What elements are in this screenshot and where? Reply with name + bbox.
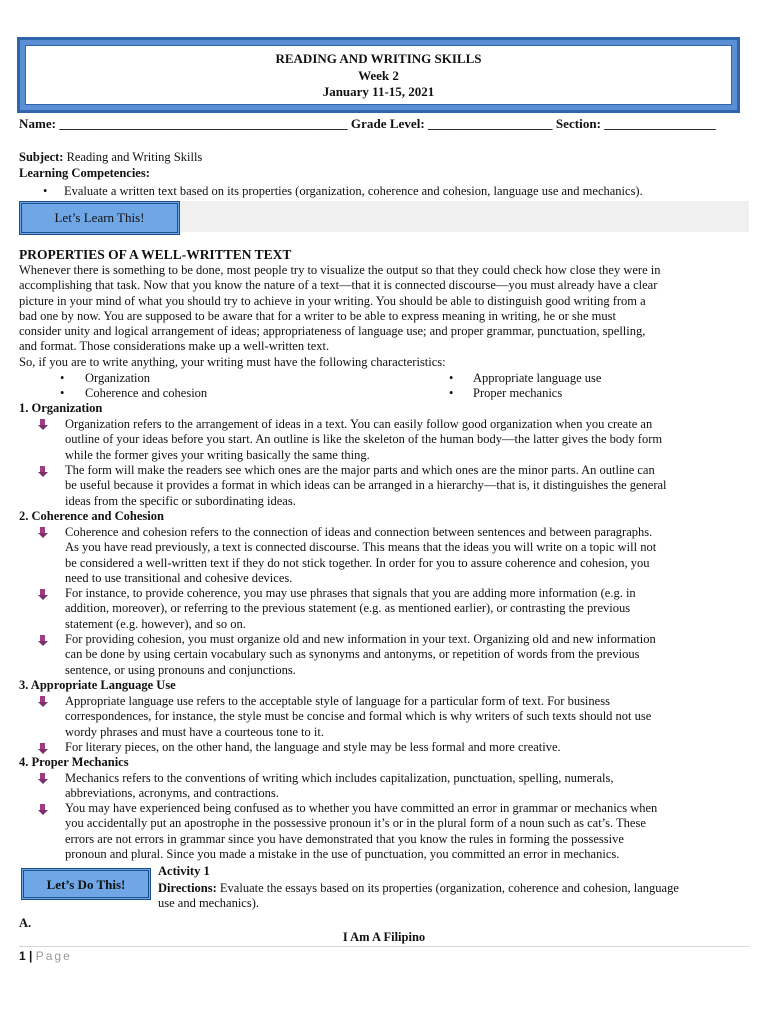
paragraph-line: statement (e.g. however), and so on. xyxy=(65,616,246,631)
paragraph-line: be considered a well-written text if they do not stick together. In order for you to assure coherence and cohesion, you xyxy=(65,555,650,570)
intro-line: and format. Those considerations make up a well-written text. xyxy=(19,339,330,354)
section-heading-mechanics: 4. Proper Mechanics xyxy=(19,755,129,769)
directions-label: Directions: xyxy=(158,881,217,895)
paragraph-line: errors are not errors in grammar since you have demonstrated that you know the rules in forming the possessive xyxy=(65,831,624,846)
paragraph-line: You may have experienced being confused as to whether you have committed an error in grammar or mechanics when xyxy=(65,801,658,815)
paragraph-line: The form will make the readers see which ones are the major parts and which ones are the minor parts. An outline can xyxy=(65,463,655,477)
bullet-paragraph xyxy=(65,632,755,678)
section-heading-language-use: 3. Appropriate Language Use xyxy=(19,678,176,692)
paragraph-line: As you have read previously, a text is connected discourse. This means that the ideas you will write on a topic will not xyxy=(65,540,657,555)
arrow-bullet-icon xyxy=(38,696,48,708)
competency-text: Evaluate a written text based on its properties (organization, coherence and cohesion, language use and mechanics). xyxy=(64,184,643,198)
paragraph-line: For literary pieces, on the other hand, the language and style may be less formal and more creative. xyxy=(65,740,561,754)
paragraph-line: sentence, or using pronouns and conjunctions. xyxy=(65,662,296,677)
grade-level-label: Grade Level: xyxy=(350,116,425,131)
paragraph-line: need to use transitional and cohesive devices. xyxy=(65,570,293,585)
date-range: January 11-15, 2021 xyxy=(322,84,435,99)
footer-divider xyxy=(19,946,749,947)
page-word: Page xyxy=(35,949,72,963)
bullet-icon: • xyxy=(449,371,454,385)
subject-line xyxy=(19,150,750,165)
paragraph-line: be useful because it provides a format in which ideas can be arranged in a hierarchy—that is, it distinguishes the general xyxy=(65,478,667,493)
intro-line: Whenever there is something to be done, most people try to visualize the output so that they could check how close they were in xyxy=(19,263,661,277)
part-label: A. xyxy=(19,916,32,930)
lets-learn-this-button[interactable]: Let’s Learn This! xyxy=(19,201,180,235)
document-title: READING AND WRITING SKILLS xyxy=(275,51,482,66)
paragraph-line: addition, moreover), or referring to the previous statement (e.g. as mentioned earlier), or contrasting the previous xyxy=(65,601,631,616)
page-number: 1 xyxy=(19,949,26,963)
paragraph-line: you accidentally put an apostrophe in the possessive pronoun it’s or in the plural form of a noun such as cat’s. These xyxy=(65,816,646,831)
week-label: Week 2 xyxy=(358,67,399,83)
subject-value: Reading and Writing Skills xyxy=(66,150,203,164)
intro-line: accomplishing that task. Now that you know the nature of a text—that it is connected discourse—you must already have a clear xyxy=(19,278,658,293)
bullet-paragraph xyxy=(65,771,755,802)
bullet-paragraph xyxy=(65,694,755,740)
grade-level-field[interactable]: ___________________ xyxy=(428,116,553,131)
characteristic-item: Organization xyxy=(85,371,151,385)
characteristic-item: Proper mechanics xyxy=(473,386,563,400)
student-info-line xyxy=(19,116,750,131)
directions-text-cont: use and mechanics). xyxy=(158,896,260,911)
paragraph-line: wordy phrases and must have a courteous tone to it. xyxy=(65,724,324,739)
competencies-heading: Learning Competencies: xyxy=(19,166,150,180)
characteristic-item: Coherence and cohesion xyxy=(85,386,208,400)
paragraph-line: ideas from the specific or subordinating ideas. xyxy=(65,493,296,508)
bullet-icon: • xyxy=(43,184,48,198)
paragraph-line: correspondences, for instance, the style must be concise and formal which is why writers of such texts should not use xyxy=(65,709,652,724)
arrow-bullet-icon xyxy=(38,804,48,816)
title-banner xyxy=(17,37,740,113)
arrow-bullet-icon xyxy=(38,466,48,478)
paragraph-line: pronoun and plural. Since you made a mistake in the use of punctuation, you committed an error in mechanics. xyxy=(65,846,620,861)
footer-separator: | xyxy=(29,949,33,963)
paragraph-line: Coherence and cohesion refers to the connection of ideas and connection between sentences and between paragraphs. xyxy=(65,525,653,539)
arrow-bullet-icon xyxy=(38,419,48,431)
bullet-paragraph xyxy=(65,586,755,632)
bullet-paragraph xyxy=(65,525,755,586)
title-banner-inner xyxy=(25,45,732,105)
paragraph-line: abbreviations, acronyms, and contractions. xyxy=(65,786,279,801)
paragraph-line: outline of your ideas before you start. An outline is like the skeleton of the human body—the latter gives the body form xyxy=(65,432,663,447)
name-field[interactable]: ____________________________________________ xyxy=(59,116,348,131)
arrow-bullet-icon xyxy=(38,589,48,601)
bullet-icon: • xyxy=(60,371,65,385)
paragraph-line: can be done by using certain vocabulary such as synonyms and antonyms, or repetition of words from the previous xyxy=(65,647,640,662)
paragraph-line: Mechanics refers to the conventions of writing which includes capitalization, punctuation, spelling, numerals, xyxy=(65,771,614,785)
arrow-bullet-icon xyxy=(38,635,48,647)
bullet-paragraph xyxy=(65,740,755,755)
arrow-bullet-icon xyxy=(38,743,48,755)
activity-directions xyxy=(158,881,753,912)
bullet-icon: • xyxy=(60,386,65,400)
intro-line: bad one by now. You are supposed to be aware that for a writer to be able to express meaning in writing, he or she must xyxy=(19,308,616,323)
characteristic-item: Appropriate language use xyxy=(473,371,602,385)
activity-title: Activity 1 xyxy=(158,864,210,878)
paragraph-line: Appropriate language use refers to the acceptable style of language for a particular form of text. For business xyxy=(65,694,610,708)
essay-title: I Am A Filipino xyxy=(342,930,426,944)
lets-do-this-button[interactable]: Let’s Do This! xyxy=(21,868,151,900)
intro-line: picture in your mind of what you should try to achieve in your writing. You should be able to distinguish good writing from a xyxy=(19,293,646,308)
section-heading-organization: 1. Organization xyxy=(19,401,103,415)
paragraph-line: while the former gives your writing basically the same thing. xyxy=(65,447,370,462)
intro-line: So, if you are to write anything, your writing must have the following characteristics: xyxy=(19,354,446,369)
paragraph-line: For providing cohesion, you must organize old and new information in your text. Organizing old and new information xyxy=(65,632,656,646)
section-heading-coherence: 2. Coherence and Cohesion xyxy=(19,509,164,523)
arrow-bullet-icon xyxy=(38,773,48,785)
bullet-paragraph xyxy=(65,463,755,509)
bullet-icon: • xyxy=(449,386,454,400)
paragraph-line: Organization refers to the arrangement of ideas in a text. You can easily follow good organization when you create an xyxy=(65,417,653,431)
paragraph-line: For instance, to provide coherence, you may use phrases that signals that you are adding more information (e.g. in xyxy=(65,586,636,600)
subject-label: Subject: xyxy=(19,150,64,164)
bullet-paragraph xyxy=(65,801,755,862)
bullet-paragraph xyxy=(65,417,755,463)
name-label: Name: xyxy=(19,116,57,131)
intro-line: consider unity and logical arrangement of ideas; appropriateness of language use; and proper grammar, punctuation, spelling, xyxy=(19,324,646,339)
section-label: Section: xyxy=(555,116,602,131)
arrow-bullet-icon xyxy=(38,527,48,539)
section-title: PROPERTIES OF A WELL-WRITTEN TEXT xyxy=(19,247,292,262)
directions-text: Evaluate the essays based on its properties (organization, coherence and cohesion, language xyxy=(219,881,679,895)
section-field[interactable]: _________________ xyxy=(604,116,716,131)
page-footer xyxy=(19,949,72,964)
intro-paragraph xyxy=(19,263,749,370)
